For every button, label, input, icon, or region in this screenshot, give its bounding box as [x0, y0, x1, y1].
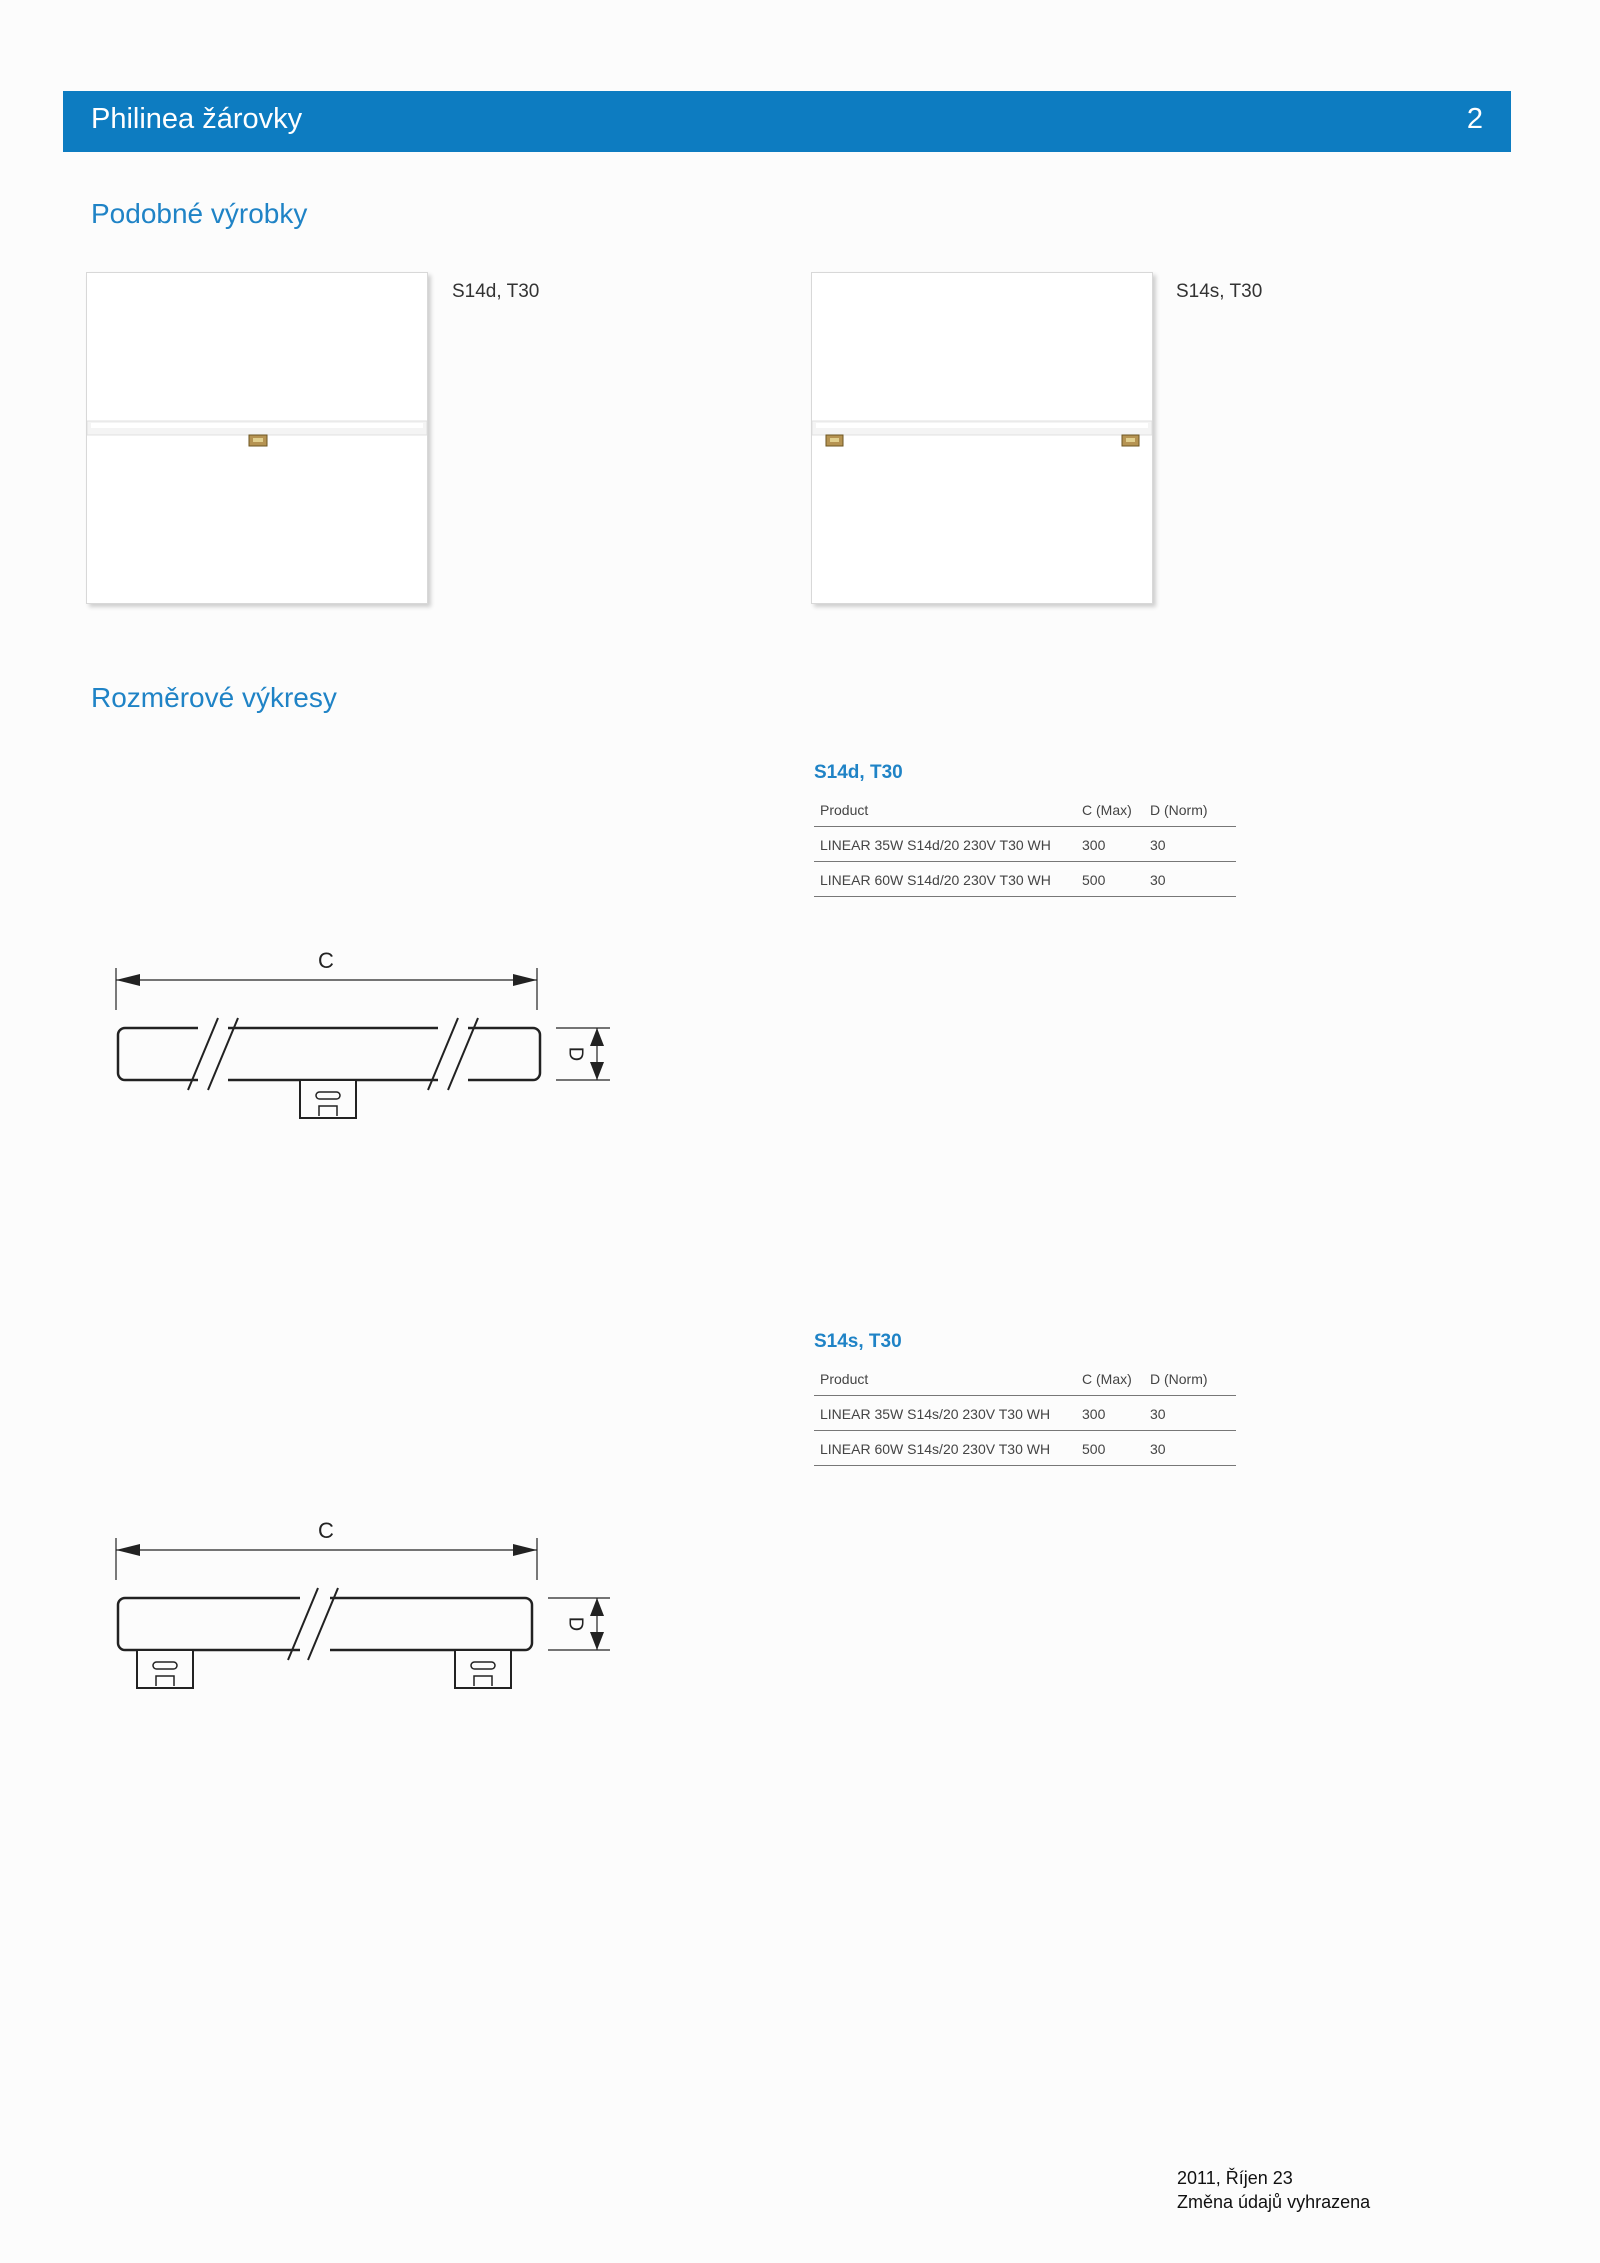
c-max-cell: 300 — [1076, 827, 1144, 862]
spec-table-heading-s14s: S14s, T30 — [814, 1331, 902, 1352]
table-row — [814, 1396, 1236, 1431]
spec-table-s14d — [814, 798, 1236, 897]
d-norm-cell: 30 — [1144, 1396, 1236, 1431]
dimension-drawing-s14s — [100, 1510, 620, 1700]
page-number: 2 — [1466, 103, 1483, 135]
footer-disclaimer: Změna údajů vyhrazena — [1177, 2192, 1371, 2212]
column-header-c-max: C (Max) — [1076, 1367, 1144, 1396]
page-title: Philinea žárovky — [91, 103, 303, 135]
d-norm-cell: 30 — [1144, 1431, 1236, 1466]
footer-date: 2011, Říjen 23 — [1177, 2168, 1293, 2188]
length-label-c: C — [318, 1518, 334, 1543]
spec-table-heading-s14d: S14d, T30 — [814, 762, 903, 783]
product-name-cell: LINEAR 60W S14s/20 230V T30 WH — [814, 1431, 1076, 1466]
product-name-cell: LINEAR 60W S14d/20 230V T30 WH — [814, 862, 1076, 897]
product-name-cell: LINEAR 35W S14s/20 230V T30 WH — [814, 1396, 1076, 1431]
page-footer — [1177, 2166, 1370, 2214]
d-norm-cell: 30 — [1144, 862, 1236, 897]
table-row — [814, 827, 1236, 862]
similar-products-heading: Podobné výrobky — [91, 198, 308, 229]
column-header-d-norm: D (Norm) — [1144, 1367, 1236, 1396]
diameter-label-d: D — [564, 1046, 587, 1062]
product-name-cell: LINEAR 35W S14d/20 230V T30 WH — [814, 827, 1076, 862]
product-caption-s14d: S14d, T30 — [452, 281, 540, 302]
c-max-cell: 300 — [1076, 1396, 1144, 1431]
column-header-d-norm: D (Norm) — [1144, 798, 1236, 827]
d-norm-cell: 30 — [1144, 827, 1236, 862]
length-label-c: C — [318, 948, 334, 973]
dimension-drawings-heading: Rozměrové výkresy — [91, 682, 337, 713]
product-image-s14s — [811, 272, 1153, 604]
table-header-row — [814, 798, 1236, 827]
column-header-c-max: C (Max) — [1076, 798, 1144, 827]
c-max-cell: 500 — [1076, 862, 1144, 897]
column-header-product: Product — [814, 798, 1076, 827]
dimension-drawing-s14d — [100, 940, 620, 1130]
spec-table-s14s — [814, 1367, 1236, 1466]
spec-table-block-s14s — [814, 1331, 1236, 1466]
product-caption-s14s: S14s, T30 — [1176, 281, 1263, 302]
table-row — [814, 1431, 1236, 1466]
table-header-row — [814, 1367, 1236, 1396]
table-row — [814, 862, 1236, 897]
c-max-cell: 500 — [1076, 1431, 1144, 1466]
spec-table-block-s14d — [814, 762, 1236, 897]
column-header-product: Product — [814, 1367, 1076, 1396]
diameter-label-d: D — [564, 1616, 587, 1632]
page-header — [63, 91, 1511, 152]
product-image-s14d — [86, 272, 428, 604]
